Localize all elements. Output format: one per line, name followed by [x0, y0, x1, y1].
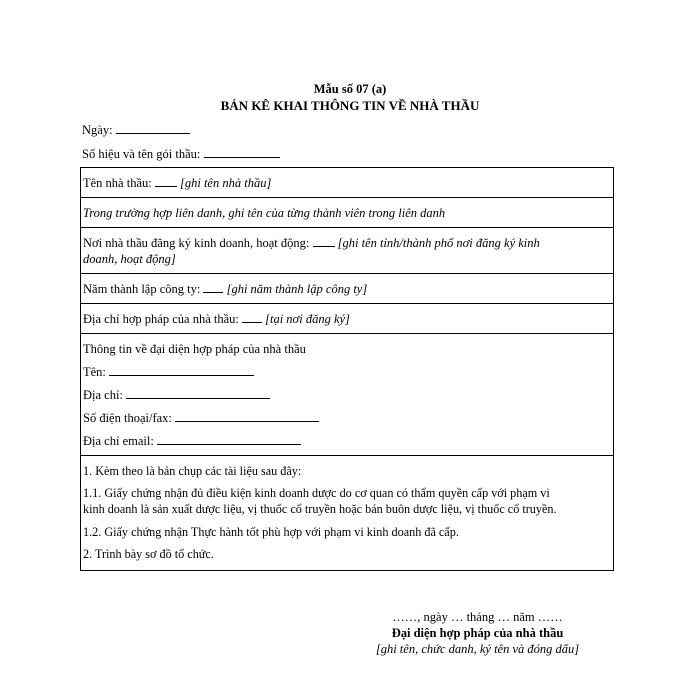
legal-address-hint: [tại nơi đăng ký] [265, 312, 350, 326]
date-field-row [82, 122, 190, 138]
contractor-name-hint: [ghi tên nhà thầu] [179, 176, 272, 190]
contractor-name-blank[interactable] [155, 175, 177, 187]
founding-year-hint: [ghi năm thành lập công ty] [226, 282, 368, 296]
form-code: Mẫu số 07 (a) [313, 82, 387, 96]
rep-address-line [83, 387, 611, 410]
joint-venture-row: Trong trường hợp liên danh, ghi tên của từng thành viên trong liên danh [81, 198, 613, 228]
legal-address-label: Địa chỉ hợp pháp của nhà thầu: [83, 312, 239, 326]
form-title: BẢN KÊ KHAI THÔNG TIN VỀ NHÀ THẦU [220, 98, 480, 113]
founding-year-blank[interactable] [203, 281, 223, 293]
package-field-row [82, 146, 280, 162]
rep-phone-label: Số điện thoại/fax: [83, 411, 172, 425]
attachment-1-2: 1.2. Giấy chứng nhận Thực hành tốt phù hợp với phạm vi kinh doanh đã cấp. [83, 525, 459, 539]
rep-email-label: Địa chỉ email: [83, 434, 154, 448]
signature-date-line: ……, ngày … tháng … năm …… [392, 610, 563, 624]
signature-hint: [ghi tên, chức danh, ký tên và đóng dấu] [375, 642, 580, 656]
package-label: Số hiệu và tên gói thầu: [82, 147, 201, 161]
registration-place-hint-1: [ghi tên tỉnh/thành phố nơi đăng ký kinh [337, 236, 540, 250]
attachments-row [81, 456, 613, 570]
founding-year-label: Năm thành lập công ty: [83, 282, 201, 296]
rep-email-line [83, 433, 611, 456]
attachments-intro: 1. Kèm theo là bản chụp các tài liệu sau đây: [83, 464, 302, 478]
date-label: Ngày: [82, 123, 113, 137]
package-blank[interactable] [204, 146, 280, 158]
date-blank[interactable] [116, 122, 190, 134]
signature-role: Đại diện hợp pháp của nhà thầu [391, 626, 564, 640]
attachment-2: 2. Trình bày sơ đồ tổ chức. [83, 547, 214, 561]
rep-address-label: Địa chỉ: [83, 388, 123, 402]
legal-address-row [81, 304, 613, 334]
founding-year-row [81, 274, 613, 304]
registration-place-label: Nơi nhà thầu đăng ký kinh doanh, hoạt động: [83, 236, 310, 250]
rep-address-blank[interactable] [126, 387, 270, 399]
rep-name-label: Tên: [83, 365, 106, 379]
contractor-info-table [80, 167, 614, 571]
attachment-1-1-line1: 1.1. Giấy chứng nhận đủ điều kiện kinh doanh dược do cơ quan có thẩm quyền cấp với phạm vi [83, 486, 550, 500]
representative-row [81, 334, 613, 456]
contractor-name-label: Tên nhà thầu: [83, 176, 152, 190]
rep-phone-line [83, 410, 611, 433]
registration-place-hint-2: doanh, hoạt động] [83, 252, 176, 266]
rep-name-blank[interactable] [109, 364, 254, 376]
registration-place-row [81, 228, 613, 274]
rep-phone-blank[interactable] [175, 410, 319, 422]
contractor-name-row [81, 168, 613, 198]
legal-address-blank[interactable] [242, 311, 262, 323]
rep-name-line [83, 364, 611, 387]
registration-place-blank[interactable] [313, 235, 335, 247]
rep-email-blank[interactable] [157, 433, 301, 445]
attachment-1-1-line2: kinh doanh là sản xuất dược liệu, vị thuốc cổ truyền hoặc bán buôn dược liệu, vị thuốc cổ truyền. [83, 502, 557, 516]
representative-heading: Thông tin về đại diện hợp pháp của nhà thầu [83, 342, 306, 356]
